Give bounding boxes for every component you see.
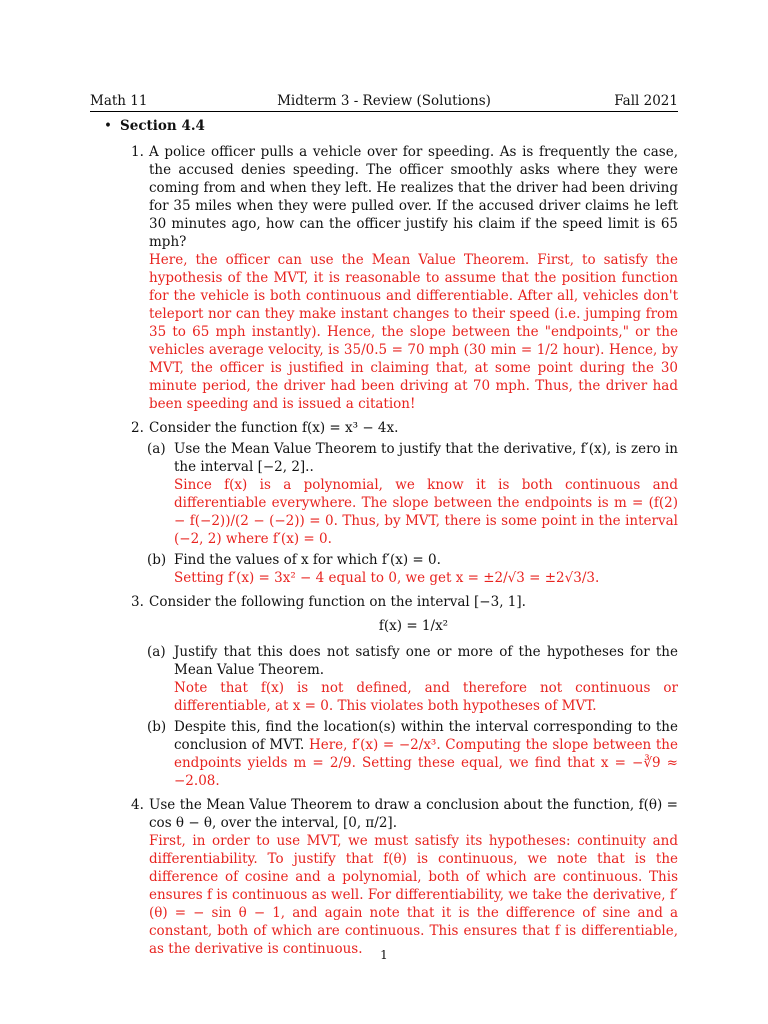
part-question: Find the values of x for which f′(x) = 0.	[174, 552, 441, 568]
problem-3	[90, 593, 678, 790]
term: Fall 2021	[614, 93, 678, 109]
part-label: (a)	[147, 644, 166, 660]
part-b	[149, 551, 678, 587]
part-label: (a)	[147, 441, 166, 457]
problem-question: Use the Mean Value Theorem to draw a conclusion about the function, f(θ) = cos θ − θ, over the interval, [0, π/2].	[149, 797, 678, 831]
problem-question: Consider the function f(x) = x³ − 4x.	[149, 420, 399, 436]
part-solution: Setting f′(x) = 3x² − 4 equal to 0, we get x = ±2/√3 = ±2√3/3.	[174, 570, 600, 586]
part-solution: Since f(x) is a polynomial, we know it is both continuous and differentiable everywhere. The slope between the endpoints is m = (f(2) − f(−2))/(2 − (−2)) = 0. Thus, by MVT, there is some point in the interval (−2, 2) where f′(x) = 0.	[174, 477, 678, 547]
section-title: Section 4.4	[120, 118, 205, 134]
part-a	[149, 643, 678, 715]
problem-number: 2.	[131, 420, 144, 436]
header-rule	[90, 111, 678, 112]
section-heading	[90, 117, 678, 135]
part-question: Justify that this does not satisfy one or more of the hypotheses for the Mean Value Theorem.	[174, 644, 678, 678]
part-solution: Note that f(x) is not defined, and therefore not continuous or differentiable, at x = 0. This violates both hypotheses of MVT.	[174, 680, 678, 714]
page-number: 1	[380, 948, 388, 962]
page-header	[90, 92, 678, 110]
problem-2	[90, 419, 678, 587]
problem-number: 1.	[131, 144, 144, 160]
part-question: Despite this, find the location(s) within the interval corresponding to the conclusion of MVT.	[174, 719, 678, 753]
problem-number: 3.	[131, 594, 144, 610]
problem-1	[90, 143, 678, 413]
part-a	[149, 440, 678, 548]
bullet-icon: •	[104, 118, 112, 134]
problem-number: 4.	[131, 797, 144, 813]
document-title: Midterm 3 - Review (Solutions)	[277, 93, 491, 109]
part-label: (b)	[147, 552, 167, 568]
part-solution: Here, f′(x) = −2/x³. Computing the slope between the endpoints yields m = 2/9. Setting these equal, we find that x = −∛9 ≈ −2.08.	[174, 737, 678, 789]
problem-question: Consider the following function on the interval [−3, 1].	[149, 594, 526, 610]
problem-question: A police officer pulls a vehicle over for speeding. As is frequently the case, the accused denies speeding. The officer smoothly asks where they were coming from and when they left. He realizes that the driver had been driving for 35 miles when they were pulled over. If the accused driver claims he left 30 minutes ago, how can the officer justify his claim if the speed limit is 65 mph?	[149, 144, 678, 250]
problem-4	[90, 796, 678, 958]
part-b	[149, 718, 678, 790]
part-label: (b)	[147, 719, 167, 735]
problem-solution: Here, the officer can use the Mean Value Theorem. First, to satisfy the hypothesis of the MVT, it is reasonable to assume that the position function for the vehicle is both continuous and differentiable. After all, vehicles don't teleport nor can they make instant changes to their speed (i.e. jumping from 35 to 65 mph instantly). Hence, the slope between the "endpoints," or the vehicles average velocity, is 35/0.5 = 70 mph (30 min = 1/2 hour). Hence, by MVT, the officer is justified in claiming that, at some point during the 30 minute period, the driver had been driving at 70 mph. Thus, the driver had been speeding and is issued a citation!	[149, 252, 678, 412]
problem-solution: First, in order to use MVT, we must satisfy its hypotheses: continuity and differentiability. To justify that f(θ) is continuous, we note that is the difference of cosine and a polynomial, both of which are continuous. This ensures f is continuous as well. For differentiability, we take the derivative, f′(θ) = − sin θ − 1, and again note that it is the difference of sine and a constant, both of which are continuous. This ensures that f is differentiable, as the derivative is continuous.	[149, 833, 678, 957]
function-formula: f(x) = 1/x²	[378, 618, 449, 634]
part-question: Use the Mean Value Theorem to justify that the derivative, f′(x), is zero in the interval [−2, 2]..	[174, 441, 678, 475]
main-content	[90, 117, 678, 964]
course-name: Math 11	[90, 93, 148, 109]
